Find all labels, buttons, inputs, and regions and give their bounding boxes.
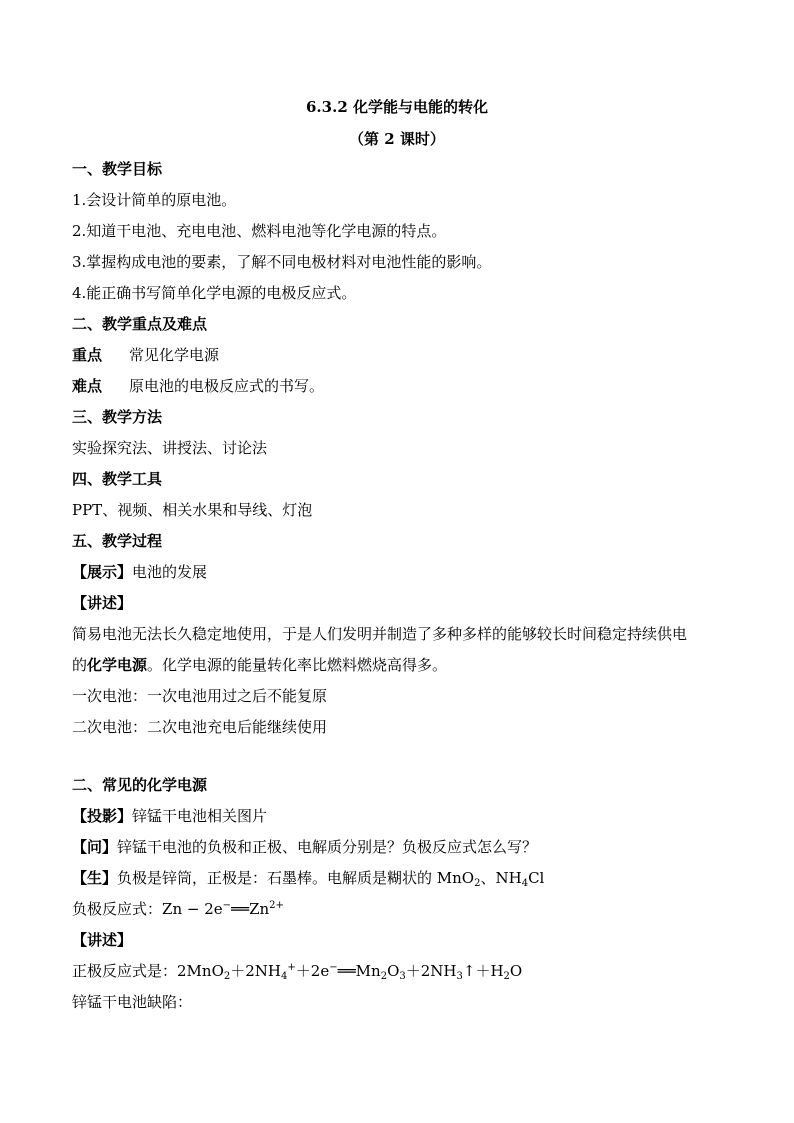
heading-methods: 三、教学方法 [72,408,163,426]
methods-text: 实验探究法、讲授法、讨论法 [72,439,268,457]
paragraph-line [72,654,447,676]
projection-line [72,805,267,827]
equation-label: 正极反应式是： [72,962,178,980]
defect-line: 锌锰干电池缺陷： [72,993,193,1011]
show-line [72,561,207,583]
subscript: 3 [399,971,406,982]
projection-text: 锌锰干电池相关图片 [132,807,268,825]
heading-tools: 四、教学工具 [72,470,163,488]
heading-common-power: 二、常见的化学电源 [72,776,208,794]
key-point-line [72,344,219,366]
student-tag: 【生】 [72,869,118,887]
equation-text: O [509,962,523,980]
equation-text: ＋2e [295,962,330,980]
heading-key-points: 二、教学重点及难点 [72,315,208,333]
question-tag: 【问】 [72,838,118,856]
key-text: 常见化学电源 [129,346,220,364]
superscript: + [287,962,296,973]
difficult-label: 难点 [72,377,103,395]
primary-battery-line: 一次电池：一次电池用过之后不能复原 [72,687,328,705]
equation-text: 2MnO [177,962,224,980]
chemical-power-term: 化学电源 [87,656,148,674]
subscript: 3 [456,971,463,982]
question-line [72,836,537,858]
negative-equation-line [72,898,284,920]
subscript: 2 [474,878,481,889]
paragraph-line: 简易电池无法长久稳定地使用，于是人们发明并制造了多种多样的能够较长时间稳定持续供电 [72,625,688,643]
key-label: 重点 [72,346,103,364]
subscript: 4 [281,971,288,982]
projection-tag: 【投影】 [72,807,133,825]
lecture-tag: 【讲述】 [72,931,133,949]
heading-process: 五、教学过程 [72,532,163,550]
page-subtitle: （第 2 课时） [349,130,445,148]
equation-text: ＋2NH [405,962,457,980]
equation-text: Zn [249,900,270,918]
difficult-text: 原电池的电极反应式的书写。 [129,377,325,395]
show-tag: 【展示】 [72,563,133,581]
subscript: 4 [521,878,529,889]
heading-goals: 一、教学目标 [72,160,163,178]
gas-arrow-icon: ↑ [462,962,476,980]
paragraph-text: 的 [72,656,88,674]
question-text: 锌锰干电池的负极和正极、电解质分别是？负极反应式怎么写？ [117,838,538,856]
subscript: 2 [503,971,510,982]
student-text: Cl [528,869,545,887]
goal-item: 3.掌握构成电池的要素，了解不同电极材料对电池性能的影响。 [72,253,492,271]
subscript: 2 [223,971,231,982]
page-title: 6.3.2 化学能与电能的转化 [306,98,488,116]
superscript: − [329,962,338,973]
superscript: 2+ [269,900,284,911]
equation-text: Zn − 2e [162,900,223,918]
student-text: 负极是锌筒，正极是：石墨棒。电解质是糊状的 MnO [117,869,475,887]
equation-text: ＋H [475,962,504,980]
positive-equation-line [72,960,522,982]
goal-item: 1.会设计简单的原电池。 [72,191,237,209]
show-text: 电池的发展 [132,563,208,581]
tools-text: PPT、视频、相关水果和导线、灯泡 [72,501,313,519]
subscript: 2 [380,971,388,982]
equation-text: O [387,962,400,980]
goal-item: 2.知道干电池、充电电池、燃料电池等化学电源的特点。 [72,222,447,240]
paragraph-text: 。化学电源的能量转化率比燃料燃烧高得多。 [147,656,448,674]
secondary-battery-line: 二次电池：二次电池充电后能继续使用 [72,718,328,736]
equation-label: 负极反应式： [72,900,163,918]
goal-item: 4.能正确书写简单化学电源的电极反应式。 [72,284,357,302]
equation-text: ＋2NH [230,962,282,980]
student-line [72,867,544,889]
equation-equals: ══ [231,900,250,918]
superscript: − [222,900,232,911]
equation-text: Mn [355,962,381,980]
equation-equals: ══ [337,962,356,980]
difficult-point-line [72,375,324,397]
lecture-tag: 【讲述】 [72,594,133,612]
student-text: 、NH [480,869,522,887]
